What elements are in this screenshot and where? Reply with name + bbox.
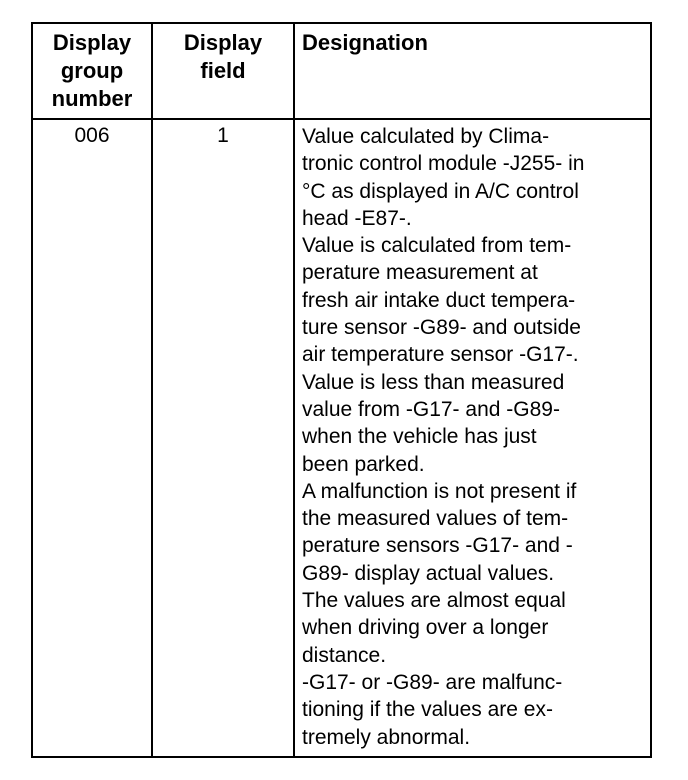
header-display-group-number — [33, 29, 151, 113]
header-divider — [33, 118, 650, 120]
designation-line: perature sensors -G17- and - — [302, 534, 573, 558]
designation-line: the measured values of tem- — [302, 507, 569, 531]
designation-line: air temperature sensor -G17-. — [302, 343, 579, 367]
header-line: Display — [52, 30, 132, 55]
designation-line: head -E87-. — [302, 206, 412, 230]
designation-line: when driving over a longer — [302, 616, 549, 640]
header-line: number — [51, 86, 133, 111]
designation-line: perature measurement at — [302, 261, 538, 285]
designation-line: The values are almost equal — [302, 589, 566, 613]
designation-line: tioning if the values are ex- — [302, 698, 553, 722]
header-line: Display — [183, 30, 263, 55]
designation-line: tronic control module -J255- in — [302, 152, 585, 176]
header-line: group — [60, 58, 124, 83]
designation-line: been parked. — [302, 452, 425, 476]
designation-line: ture sensor -G89- and outside — [302, 316, 581, 340]
cell-designation — [302, 123, 584, 751]
designation-line: when the vehicle has just — [302, 425, 537, 449]
display-group-table — [31, 22, 652, 758]
designation-line: fresh air intake duct tempera- — [302, 288, 576, 312]
designation-line: Value is less than measured — [302, 370, 565, 394]
header-display-field — [153, 29, 293, 85]
designation-line: tremely abnormal. — [302, 725, 471, 749]
cell-display-field: 1 — [217, 124, 229, 147]
designation-line: distance. — [302, 643, 387, 667]
designation-line: Value is calculated from tem- — [302, 234, 572, 258]
designation-line: -G17- or -G89- are malfunc- — [302, 670, 563, 694]
designation-line: A malfunction is not present if — [302, 479, 577, 503]
designation-line: °C as displayed in A/C control — [302, 179, 579, 203]
column-divider — [293, 24, 295, 756]
designation-line: Value calculated by Clima- — [302, 125, 550, 148]
header-line: field — [200, 58, 246, 83]
designation-line: G89- display actual values. — [302, 561, 555, 585]
header-designation: Designation — [302, 30, 428, 55]
cell-group-number: 006 — [74, 124, 110, 147]
designation-line: value from -G17- and -G89- — [302, 397, 560, 421]
